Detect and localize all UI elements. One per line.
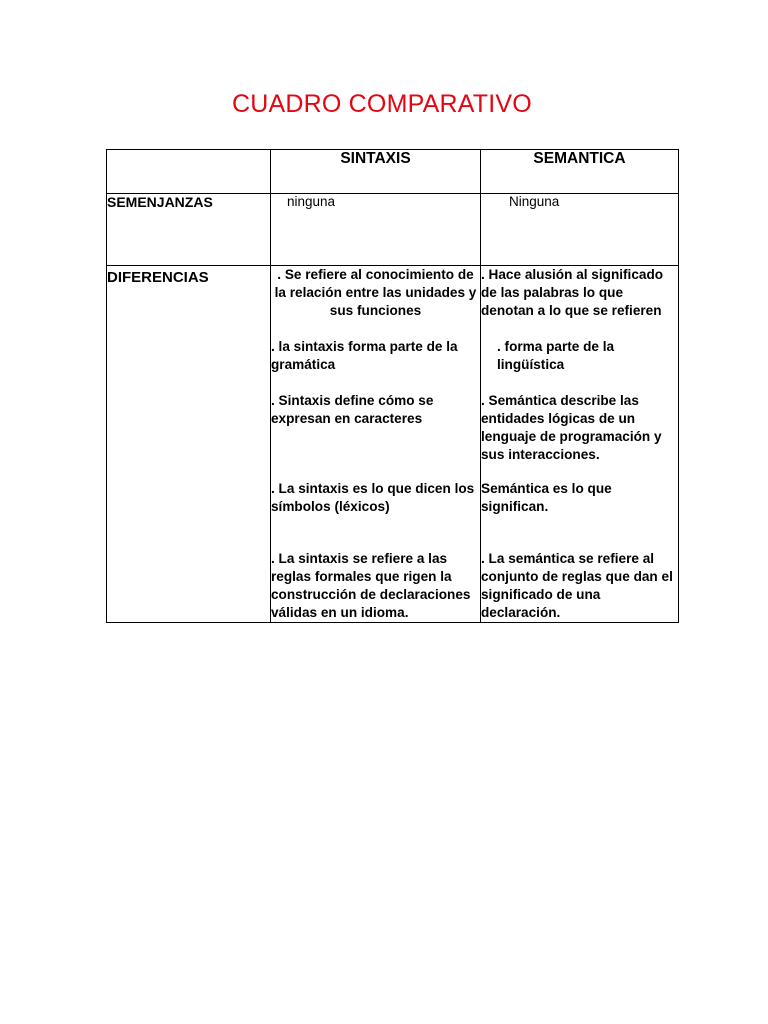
row-label-semejanzas: SEMENJANZAS [107,194,271,266]
semantica-point-4: Semántica es lo que significan. [481,481,612,514]
table-header-row [107,150,679,194]
sintaxis-point-2: . la sintaxis forma parte de la gramática [271,339,458,372]
semantica-point-2: . forma parte de la lingüística [497,339,615,372]
semejanzas-sintaxis: ninguna [271,194,481,266]
sintaxis-point-1: . Se refiere al conocimiento de la relación entre las unidades y sus funciones [274,267,477,318]
semantica-point-3: . Semántica describe las entidades lógicas de un lenguaje de programación y sus interacciones. [481,393,662,462]
diferencias-semantica-cell [481,266,679,623]
sintaxis-point-4: . La sintaxis es lo que dicen los símbolos (léxicos) [271,481,475,514]
table-row-diferencias [107,266,679,623]
table-row-semejanzas [107,194,679,266]
diferencias-sintaxis-cell [271,266,481,623]
sintaxis-point-5: . La sintaxis se refiere a las reglas formales que rigen la construcción de declaraciones válidas en un idioma. [271,551,471,620]
header-semantica: SEMANTICA [481,150,679,194]
sintaxis-point-3: . Sintaxis define cómo se expresan en caracteres [271,393,434,426]
row-label-diferencias: DIFERENCIAS [107,266,271,623]
header-sintaxis: SINTAXIS [271,150,481,194]
header-empty-cell [107,150,271,194]
semantica-point-5: . La semántica se refiere al conjunto de reglas que dan el significado de una declaración. [481,551,673,620]
page-title: CUADRO COMPARATIVO [232,90,532,118]
semantica-point-1: . Hace alusión al significado de las palabras lo que denotan a lo que se refieren [481,267,664,318]
semejanzas-semantica: Ninguna [481,194,679,266]
comparison-table [106,149,679,623]
